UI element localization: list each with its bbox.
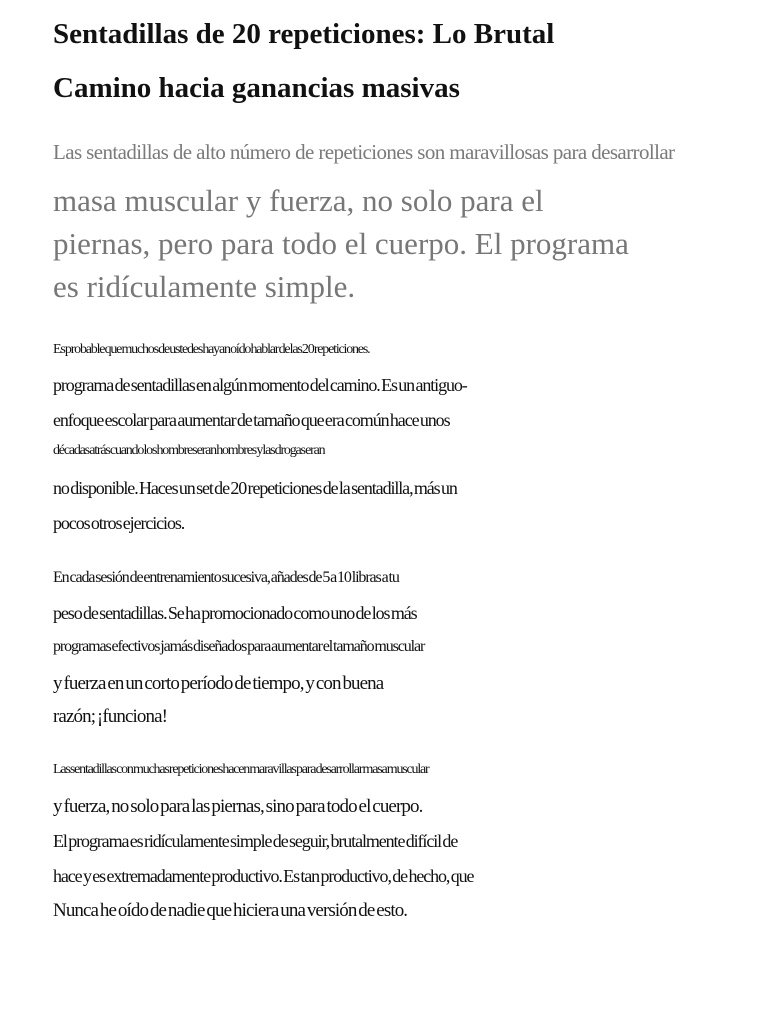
paragraph-3-line-4: hace y es extremadamente productivo. Es tan productivo, de hecho, que bbox=[53, 866, 474, 886]
paragraph-1-line-4: décadas atrás cuando los hombres eran hombres y las drogas eran bbox=[53, 443, 325, 458]
paragraph-2-line-3: programas efectivos jamás diseñados para aumentar el tamaño muscular bbox=[53, 638, 425, 655]
lead-line-4: es ridículamente simple. bbox=[53, 269, 356, 304]
paragraph-3-line-2: y fuerza, no solo para las piernas, sino para todo el cuerpo. bbox=[53, 796, 423, 817]
lead-line-2: masa muscular y fuerza, no solo para el bbox=[53, 183, 544, 218]
paragraph-2-line-4: y fuerza en un corto período de tiempo, y con buena bbox=[53, 673, 384, 694]
paragraph-3-line-1: Las sentadillas con muchas repeticiones hacen maravillas para desarrollar masa muscular bbox=[53, 762, 429, 777]
paragraph-3-line-3: El programa es ridículamente simple de seguir, brutalmente difícil de bbox=[53, 831, 458, 851]
article-title-line-2: Camino hacia ganancias masivas bbox=[53, 72, 460, 104]
paragraph-1-line-2: programa de sentadillas en algún momento del camino. Es un antiguo- bbox=[53, 375, 467, 395]
paragraph-1-line-1: Es probable que muchos de ustedes hayan oído hablar de las 20 repeticiones. bbox=[53, 342, 370, 357]
paragraph-2-line-1: En cada sesión de entrenamiento sucesiva, añades de 5 a 10 libras a tu bbox=[53, 569, 399, 586]
article-title-line-1: Sentadillas de 20 repeticiones: Lo Brutal bbox=[53, 18, 555, 50]
paragraph-1-line-5: no disponible. Haces un set de 20 repeticiones de la sentadilla, más un bbox=[53, 478, 457, 498]
lead-line-3: piernas, pero para todo el cuerpo. El programa bbox=[53, 226, 629, 261]
paragraph-2-line-5: razón; ¡funciona! bbox=[53, 706, 168, 727]
paragraph-1-line-6: pocos otros ejercicios. bbox=[53, 513, 185, 533]
paragraph-1-line-3: enfoque escolar para aumentar de tamaño que era común hace unos bbox=[53, 410, 450, 430]
paragraph-2-line-2: peso de sentadillas. Se ha promocionado como uno de los más bbox=[53, 603, 417, 623]
paragraph-3-line-5: Nunca he oído de nadie que hiciera una versión de esto. bbox=[53, 900, 408, 921]
lead-line-1: Las sentadillas de alto número de repeticiones son maravillosas para desarrollar bbox=[53, 140, 675, 164]
article-page bbox=[53, 0, 768, 1024]
